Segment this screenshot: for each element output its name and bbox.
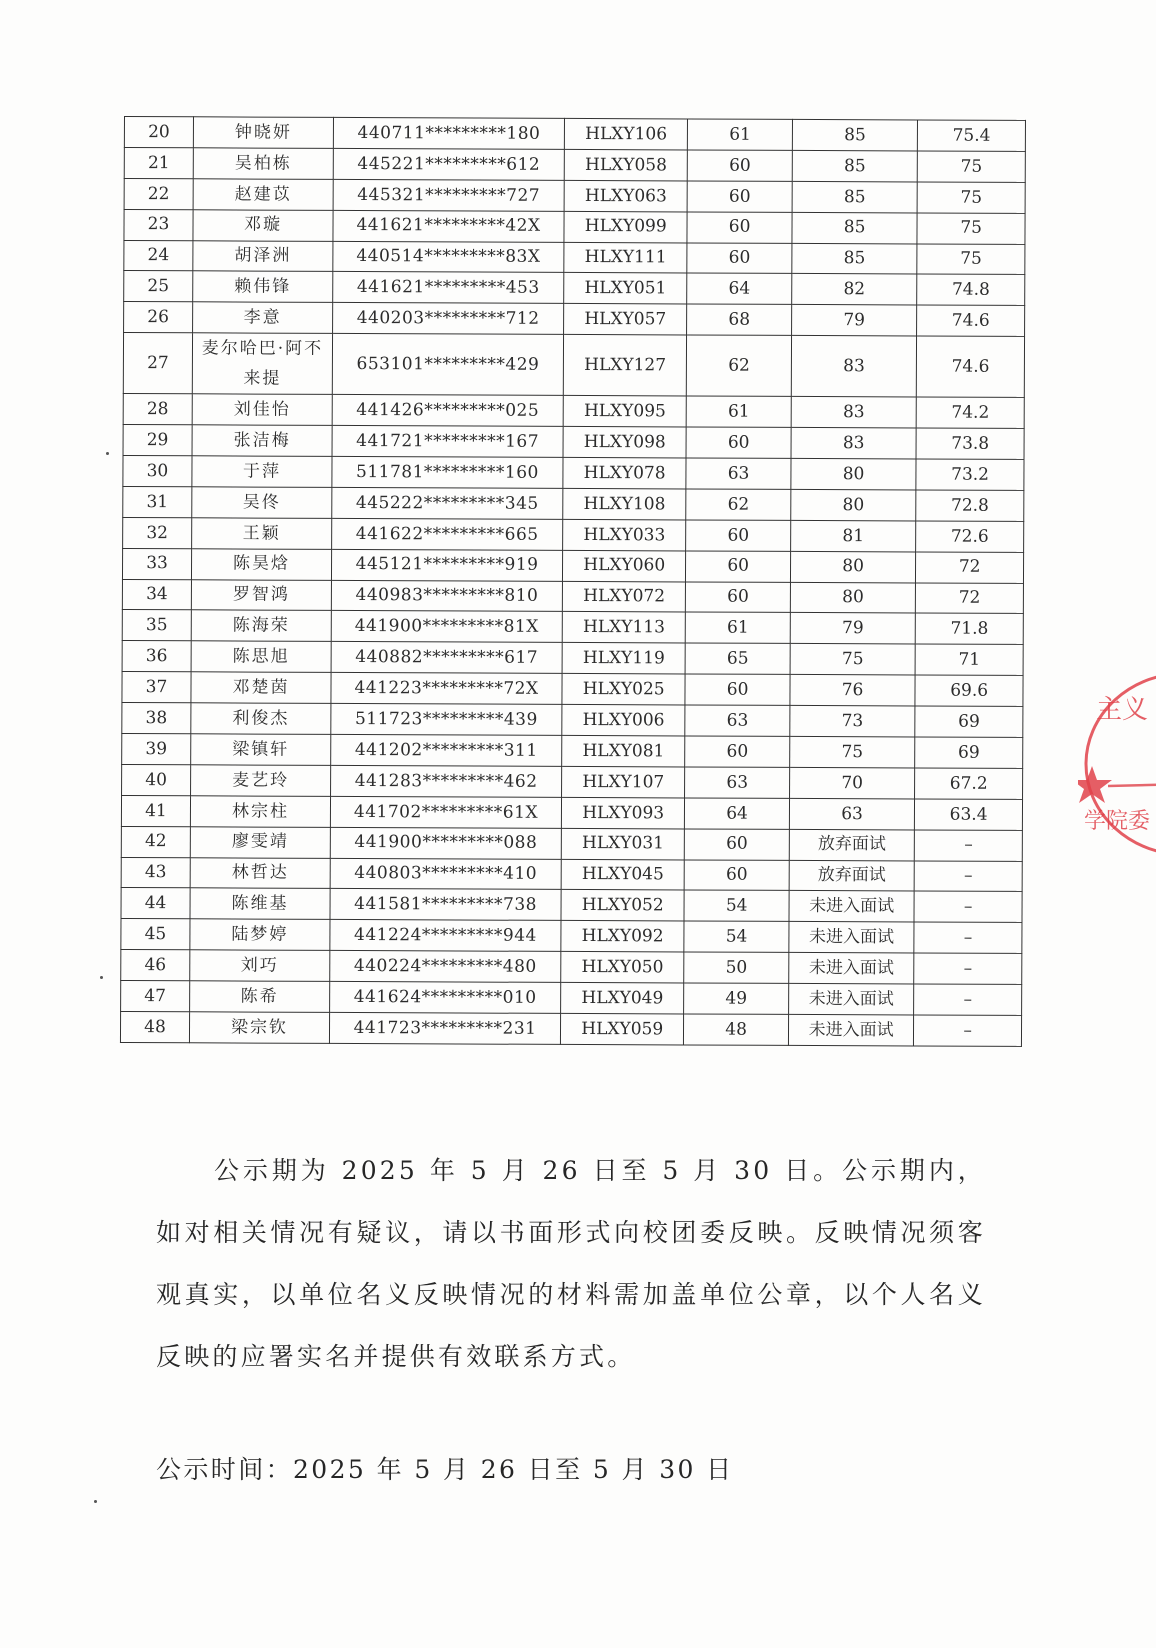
cell-exam-code: HLXY058 [564, 149, 687, 180]
cell-exam-code: HLXY049 [561, 983, 684, 1014]
cell-name: 陈海荣 [191, 610, 331, 642]
cell-written-score: 62 [686, 489, 791, 520]
cell-total-score: 75 [917, 213, 1025, 244]
cell-written-score: 60 [687, 243, 792, 274]
table-row [123, 456, 1024, 491]
cell-id-number: 441702*********61X [330, 796, 561, 828]
cell-written-score: 61 [688, 119, 793, 150]
table-row [124, 271, 1025, 306]
cell-number: 44 [121, 888, 190, 919]
cell-interview-score: 83 [791, 336, 917, 398]
table-row [122, 764, 1023, 799]
cell-id-number: 441622*********665 [332, 518, 563, 550]
cell-name: 陈昊焓 [191, 548, 331, 580]
table-row [121, 826, 1022, 861]
cell-total-score: 69 [915, 737, 1023, 768]
cell-number: 38 [122, 703, 191, 734]
cell-number: 37 [122, 672, 191, 703]
table-row [122, 548, 1023, 583]
publication-time: 公示时间：2025 年 5 月 26 日至 5 月 30 日 [156, 1455, 734, 1484]
cell-exam-code: HLXY092 [561, 921, 684, 952]
table-row [124, 302, 1025, 337]
cell-total-score: 71.8 [915, 613, 1023, 644]
cell-id-number: 441581*********738 [330, 889, 561, 921]
cell-id-number: 441723*********231 [330, 1012, 561, 1044]
cell-number: 35 [122, 610, 191, 641]
cell-written-score: 60 [687, 212, 792, 243]
cell-number: 26 [124, 302, 193, 333]
cell-interview-score: 75 [790, 736, 916, 767]
cell-written-score: 60 [684, 860, 789, 891]
cell-interview-score: 80 [791, 489, 917, 520]
cell-exam-code: HLXY099 [564, 211, 687, 242]
cell-name: 利俊杰 [191, 703, 331, 735]
cell-number: 32 [123, 517, 192, 548]
cell-written-score: 68 [687, 304, 792, 335]
cell-written-score: 60 [686, 551, 791, 582]
cell-interview-score: 80 [790, 582, 916, 613]
cell-total-score: – [914, 861, 1022, 892]
cell-id-number: 441621*********42X [333, 210, 564, 242]
table-row [122, 641, 1023, 676]
cell-name: 赵建苡 [193, 179, 333, 211]
cell-name: 麦艺玲 [191, 765, 331, 797]
cell-id-number: 440514*********83X [333, 241, 564, 273]
cell-name: 梁宗钦 [189, 1012, 329, 1044]
cell-number: 34 [122, 579, 191, 610]
cell-total-score: 75 [917, 182, 1025, 213]
cell-written-score: 64 [685, 798, 790, 829]
table-row [122, 703, 1023, 738]
cell-written-score: 63 [685, 705, 790, 736]
cell-name: 吴佟 [192, 487, 332, 519]
cell-written-score: 62 [687, 335, 792, 396]
cell-exam-code: HLXY107 [562, 766, 685, 797]
cell-total-score: 74.8 [917, 274, 1025, 305]
cell-total-score: – [914, 922, 1022, 953]
cell-interview-score: 63 [789, 798, 915, 829]
cell-id-number: 441283*********462 [331, 765, 562, 797]
cell-name: 麦尔哈巴·阿不来提 [192, 333, 332, 395]
table-row [123, 394, 1024, 429]
cell-written-score: 54 [684, 890, 789, 921]
cell-id-number: 441202*********311 [331, 734, 562, 766]
cell-number: 27 [123, 333, 192, 394]
cell-total-score: 67.2 [915, 768, 1023, 799]
cell-written-score: 60 [685, 829, 790, 860]
cell-number: 31 [123, 486, 192, 517]
cell-number: 28 [123, 394, 192, 425]
seal-text-top: 主义 [1096, 695, 1149, 725]
cell-number: 36 [122, 641, 191, 672]
cell-total-score: 63.4 [915, 799, 1023, 830]
cell-interview-score: 80 [790, 551, 916, 582]
cell-exam-code: HLXY006 [562, 705, 685, 736]
cell-number: 21 [124, 147, 193, 178]
cell-total-score: 74.2 [916, 397, 1024, 428]
table-row [121, 795, 1022, 830]
cell-written-score: 60 [686, 427, 791, 458]
cell-total-score: 73.8 [916, 428, 1024, 459]
cell-interview-score: 未进入面试 [789, 922, 915, 953]
cell-exam-code: HLXY031 [561, 828, 684, 859]
cell-interview-score: 79 [791, 305, 917, 336]
cell-id-number: 440203*********712 [333, 303, 564, 335]
cell-number: 23 [124, 209, 193, 240]
cell-id-number: 445321*********727 [333, 179, 564, 211]
cell-written-score: 60 [688, 150, 793, 181]
cell-name: 钟晓妍 [193, 117, 333, 149]
cell-number: 24 [124, 240, 193, 271]
cell-interview-score: 未进入面试 [789, 891, 915, 922]
cell-exam-code: HLXY127 [563, 335, 687, 397]
cell-name: 赖伟锋 [193, 271, 333, 303]
table-row [122, 672, 1023, 707]
table-row [121, 919, 1022, 954]
cell-exam-code: HLXY108 [563, 488, 686, 519]
table-body [120, 117, 1025, 1047]
cell-name: 胡泽洲 [193, 240, 333, 272]
cell-interview-score: 未进入面试 [789, 953, 915, 984]
cell-name: 于萍 [192, 456, 332, 488]
cell-total-score: 74.6 [917, 305, 1025, 336]
cell-interview-score: 76 [790, 675, 916, 706]
notice-paragraph: 公示期为 2025 年 5 月 26 日至 5 月 30 日。公示期内，如对相关情况有疑议，请以书面形式向校团委反映。反映情况须客观真实，以单位名义反映情况的材料需加盖单位公章，以个人名义反映的应署实名并提供有效联系方式。 [156, 1156, 986, 1371]
cell-exam-code: HLXY081 [562, 735, 685, 766]
cell-number: 42 [121, 826, 190, 857]
cell-interview-score: 83 [791, 397, 917, 428]
cell-id-number: 445222*********345 [332, 487, 563, 519]
cell-interview-score: 85 [792, 150, 918, 181]
cell-written-score: 60 [685, 674, 790, 705]
cell-total-score: 69 [915, 706, 1023, 737]
cell-exam-code: HLXY025 [562, 674, 685, 705]
cell-total-score: – [914, 1015, 1022, 1046]
cell-name: 林宗柱 [190, 796, 330, 828]
cell-name: 王颖 [192, 518, 332, 550]
scan-dot [100, 976, 103, 979]
seal-star-icon [1078, 766, 1112, 803]
results-table [120, 116, 1026, 1047]
cell-name: 刘佳怡 [192, 394, 332, 426]
cell-total-score: 72 [916, 552, 1024, 583]
cell-id-number: 440803*********410 [330, 858, 561, 890]
table-row [123, 425, 1024, 460]
cell-exam-code: HLXY063 [564, 180, 687, 211]
cell-name: 邓楚茵 [191, 672, 331, 704]
cell-total-score: – [914, 953, 1022, 984]
cell-total-score: 72.8 [916, 490, 1024, 521]
official-seal-stamp [1078, 668, 1156, 888]
cell-exam-code: HLXY057 [564, 304, 687, 335]
cell-exam-code: HLXY098 [563, 427, 686, 458]
cell-written-score: 61 [687, 396, 792, 427]
cell-exam-code: HLXY111 [564, 242, 687, 273]
cell-number: 22 [124, 178, 193, 209]
cell-total-score: 69.6 [915, 675, 1023, 706]
table-row [123, 486, 1024, 521]
table-row [122, 734, 1023, 769]
cell-id-number: 511723*********439 [331, 704, 562, 736]
cell-id-number: 511781*********160 [332, 456, 563, 488]
cell-interview-score: 放弃面试 [789, 829, 915, 860]
cell-number: 29 [123, 425, 192, 456]
table-row [120, 1012, 1021, 1047]
cell-number: 41 [121, 795, 190, 826]
cell-number: 46 [121, 950, 190, 981]
cell-total-score: 73.2 [916, 459, 1024, 490]
cell-name: 吴柏栋 [193, 148, 333, 180]
cell-written-score: 49 [684, 983, 789, 1014]
cell-id-number: 441900*********088 [330, 827, 561, 859]
cell-name: 陈维基 [190, 888, 330, 920]
cell-name: 廖雯靖 [190, 826, 330, 858]
table-row [123, 333, 1024, 398]
cell-id-number: 441624*********010 [330, 982, 561, 1014]
cell-number: 30 [123, 456, 192, 487]
cell-exam-code: HLXY051 [564, 273, 687, 304]
cell-exam-code: HLXY045 [561, 859, 684, 890]
cell-interview-score: 75 [790, 644, 916, 675]
table-row [124, 147, 1025, 182]
cell-interview-score: 85 [792, 181, 918, 212]
cell-interview-score: 83 [791, 428, 917, 459]
cell-number: 40 [122, 764, 191, 795]
cell-id-number: 441426*********025 [332, 395, 563, 427]
cell-interview-score: 放弃面试 [789, 860, 915, 891]
cell-written-score: 63 [686, 458, 791, 489]
cell-written-score: 63 [685, 767, 790, 798]
cell-exam-code: HLXY072 [562, 581, 685, 612]
cell-exam-code: HLXY106 [564, 118, 687, 149]
cell-total-score: 71 [915, 644, 1023, 675]
cell-id-number: 440882*********617 [331, 642, 562, 674]
cell-number: 25 [124, 271, 193, 302]
cell-name: 陆梦婷 [190, 919, 330, 951]
cell-interview-score: 80 [791, 458, 917, 489]
cell-id-number: 445221*********612 [333, 148, 564, 180]
cell-name: 梁镇轩 [191, 734, 331, 766]
cell-id-number: 441721*********167 [332, 426, 563, 458]
cell-total-score: 75 [918, 151, 1026, 182]
cell-exam-code: HLXY093 [561, 797, 684, 828]
cell-interview-score: 未进入面试 [788, 984, 914, 1015]
cell-written-score: 60 [686, 582, 791, 613]
cell-written-score: 48 [684, 1014, 789, 1045]
cell-name: 张洁梅 [192, 425, 332, 457]
cell-id-number: 441900*********81X [331, 611, 562, 643]
cell-number: 45 [121, 919, 190, 950]
cell-id-number: 440983*********810 [331, 580, 562, 612]
cell-exam-code: HLXY119 [562, 643, 685, 674]
cell-exam-code: HLXY078 [563, 457, 686, 488]
cell-interview-score: 未进入面试 [788, 1014, 914, 1045]
cell-id-number: 653101*********429 [332, 334, 563, 396]
cell-exam-code: HLXY050 [561, 952, 684, 983]
cell-name: 陈思旭 [191, 641, 331, 673]
cell-written-score: 65 [685, 643, 790, 674]
cell-total-score: 75.4 [918, 120, 1026, 151]
table-row [122, 610, 1023, 645]
cell-name: 陈希 [190, 981, 330, 1013]
cell-total-score: – [914, 891, 1022, 922]
cell-id-number: 440711*********180 [333, 117, 564, 149]
cell-name: 罗智鸿 [191, 579, 331, 611]
cell-written-score: 60 [685, 736, 790, 767]
cell-written-score: 61 [686, 612, 791, 643]
cell-exam-code: HLXY052 [561, 890, 684, 921]
cell-total-score: 72 [916, 583, 1024, 614]
cell-interview-score: 81 [790, 520, 916, 551]
table-row [124, 178, 1025, 213]
cell-id-number: 440224*********480 [330, 951, 561, 983]
cell-number: 47 [121, 981, 190, 1012]
cell-number: 20 [124, 117, 193, 148]
cell-exam-code: HLXY033 [563, 519, 686, 550]
table-row [122, 579, 1023, 614]
cell-interview-score: 85 [792, 212, 918, 243]
cell-total-score: 75 [917, 244, 1025, 275]
cell-id-number: 441223*********72X [331, 673, 562, 705]
scan-dot [94, 1500, 97, 1503]
table-row [123, 517, 1024, 552]
table-row [124, 240, 1025, 275]
table-row [121, 981, 1022, 1016]
cell-exam-code: HLXY060 [563, 550, 686, 581]
cell-id-number: 445121*********919 [332, 549, 563, 581]
cell-number: 33 [122, 548, 191, 579]
cell-id-number: 441224*********944 [330, 920, 561, 952]
cell-name: 刘巧 [190, 950, 330, 982]
table-row [121, 857, 1022, 892]
cell-interview-score: 85 [792, 119, 918, 150]
scan-dot [106, 452, 109, 455]
table-row [124, 117, 1025, 152]
table-row [124, 209, 1025, 244]
table-row [121, 888, 1022, 923]
cell-exam-code: HLXY113 [562, 612, 685, 643]
cell-total-score: – [915, 830, 1023, 861]
cell-interview-score: 73 [790, 706, 916, 737]
cell-written-score: 50 [684, 952, 789, 983]
cell-name: 林哲达 [190, 857, 330, 889]
cell-name: 李意 [193, 302, 333, 334]
cell-interview-score: 79 [790, 613, 916, 644]
cell-name: 邓璇 [193, 209, 333, 241]
cell-exam-code: HLXY095 [563, 396, 686, 427]
cell-number: 48 [120, 1012, 189, 1043]
cell-written-score: 54 [684, 921, 789, 952]
cell-total-score: 74.6 [917, 336, 1025, 397]
cell-interview-score: 70 [789, 767, 915, 798]
table-row [121, 950, 1022, 985]
cell-written-score: 60 [686, 520, 791, 551]
cell-interview-score: 82 [792, 274, 918, 305]
cell-number: 39 [122, 734, 191, 765]
cell-total-score: 72.6 [916, 521, 1024, 552]
cell-written-score: 60 [687, 181, 792, 212]
cell-written-score: 64 [687, 273, 792, 304]
cell-id-number: 441621*********453 [333, 272, 564, 304]
cell-total-score: – [914, 984, 1022, 1015]
cell-interview-score: 85 [792, 243, 918, 274]
cell-number: 43 [121, 857, 190, 888]
cell-exam-code: HLXY059 [560, 1013, 683, 1044]
seal-text-bottom: 学院委 [1084, 809, 1151, 834]
